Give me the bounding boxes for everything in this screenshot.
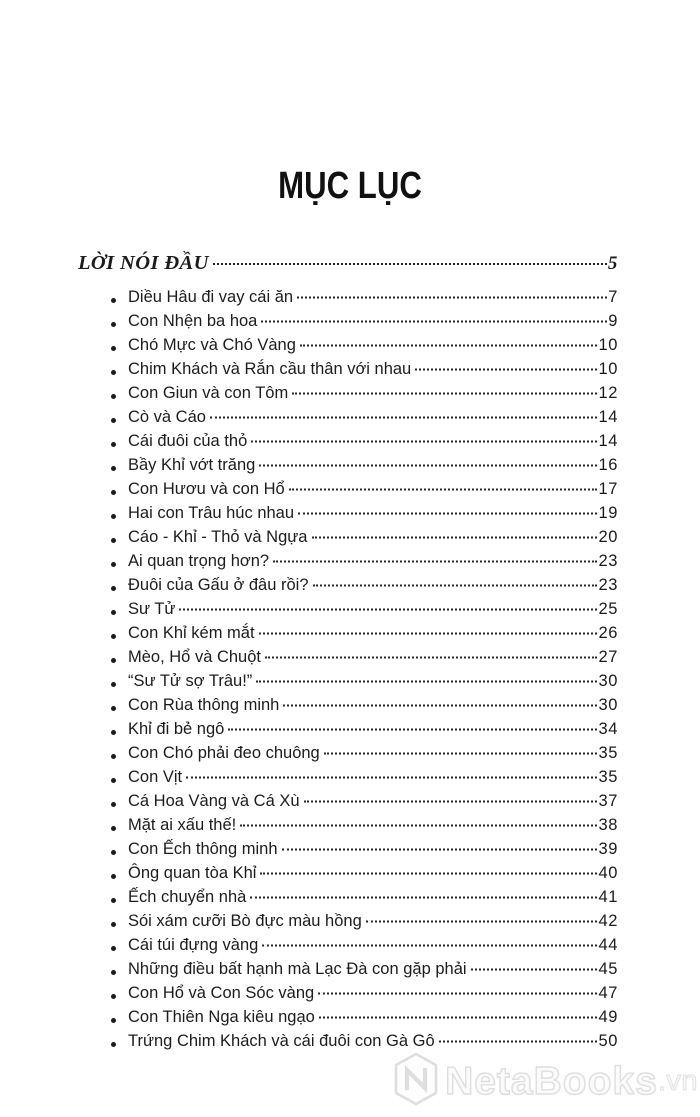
bullet-icon — [111, 778, 116, 783]
entry-page-number: 26 — [598, 624, 618, 642]
toc-entry-row — [78, 936, 618, 960]
entry-label: Con Khỉ kém mắt — [128, 624, 255, 642]
toc-entry-row — [78, 456, 618, 480]
entry-page-number: 40 — [598, 864, 618, 882]
entry-label: Khỉ đi bẻ ngô — [128, 720, 225, 738]
bullet-icon — [111, 1042, 116, 1047]
entry-page-number: 35 — [598, 744, 618, 762]
entry-page-number: 25 — [598, 600, 618, 618]
entry-page-number: 10 — [598, 360, 618, 378]
dotted-leader — [259, 633, 598, 635]
toc-entry-row — [78, 792, 618, 816]
bullet-icon — [111, 490, 116, 495]
bullet-icon — [111, 418, 116, 423]
toc-entry-row — [78, 480, 618, 504]
dotted-leader — [210, 417, 597, 419]
bullet-icon — [111, 610, 116, 615]
entry-page-number: 19 — [598, 504, 618, 522]
entry-label: Cá Hoa Vàng và Cá Xù — [128, 792, 300, 810]
toc-entry-row — [78, 888, 618, 912]
bullet-icon — [111, 898, 116, 903]
entry-page-number: 7 — [608, 288, 618, 306]
toc-entry-row — [78, 864, 618, 888]
entry-page-number: 23 — [598, 576, 618, 594]
bullet-icon — [111, 994, 116, 999]
entry-page-number: 27 — [598, 648, 618, 666]
bullet-icon — [111, 730, 116, 735]
toc-entry-row — [78, 840, 618, 864]
bullet-icon — [111, 370, 116, 375]
entry-label: Con Thiên Nga kiêu ngạo — [128, 1008, 315, 1026]
bullet-icon — [111, 514, 116, 519]
dotted-leader — [240, 825, 597, 827]
bullet-icon — [111, 850, 116, 855]
entry-label: Sói xám cưỡi Bò đực màu hồng — [128, 912, 362, 930]
bullet-icon — [111, 394, 116, 399]
dotted-leader — [265, 657, 597, 659]
bullet-icon — [111, 562, 116, 567]
dotted-leader — [251, 441, 597, 443]
entry-page-number: 34 — [598, 720, 618, 738]
page-title: MỤC LỤC — [278, 165, 422, 207]
bullet-icon — [111, 970, 116, 975]
dotted-leader — [260, 873, 597, 875]
entry-page-number: 10 — [598, 336, 618, 354]
dotted-leader — [318, 993, 597, 995]
toc-entry-row — [78, 600, 618, 624]
entry-page-number: 47 — [598, 984, 618, 1002]
toc-entry-row — [78, 288, 618, 312]
toc-entry-row — [78, 360, 618, 384]
toc-entry-row — [78, 336, 618, 360]
toc-entry-row — [78, 1008, 618, 1032]
dotted-leader — [261, 321, 607, 323]
entry-page-number: 44 — [598, 936, 618, 954]
toc-entry-row — [78, 576, 618, 600]
toc-entry-row — [78, 672, 618, 696]
entry-page-number: 20 — [598, 528, 618, 546]
bullet-icon — [111, 538, 116, 543]
toc-entry-row — [78, 816, 618, 840]
entry-label: Con Vịt — [128, 768, 183, 786]
entry-page-number: 50 — [598, 1032, 618, 1050]
toc-entry-row — [78, 984, 618, 1008]
entry-page-number: 42 — [598, 912, 618, 930]
entry-page-number: 14 — [598, 432, 618, 450]
dotted-leader — [304, 801, 598, 803]
entry-label: Bầy Khỉ vớt trăng — [128, 456, 256, 474]
dotted-leader — [289, 489, 598, 491]
bullet-icon — [111, 706, 116, 711]
dotted-leader — [297, 297, 607, 299]
toc-entry-row — [78, 696, 618, 720]
bullet-icon — [111, 346, 116, 351]
entry-label: Con Nhện ba hoa — [128, 312, 258, 330]
toc-entry-row — [78, 960, 618, 984]
dotted-leader — [179, 609, 597, 611]
entry-label: Con Hổ và Con Sóc vàng — [128, 984, 315, 1002]
entry-label: Diều Hâu đi vay cái ăn — [128, 288, 294, 306]
bullet-icon — [111, 634, 116, 639]
bullet-icon — [111, 658, 116, 663]
entry-page-number: 30 — [598, 672, 618, 690]
toc-list — [78, 252, 618, 1056]
toc-entry-row — [78, 552, 618, 576]
dotted-leader — [439, 1041, 598, 1043]
dotted-leader — [213, 263, 607, 265]
entry-page-number: 23 — [598, 552, 618, 570]
entry-label: “Sư Tử sợ Trâu!” — [128, 672, 253, 690]
netabooks-logo-icon — [393, 1052, 439, 1111]
toc-entry-row — [78, 432, 618, 456]
dotted-leader — [366, 921, 598, 923]
dotted-leader — [256, 681, 597, 683]
entry-label: Cái đuôi của thỏ — [128, 432, 248, 450]
entry-page-number: 41 — [598, 888, 618, 906]
toc-entry-row — [78, 312, 618, 336]
dotted-leader — [319, 1017, 598, 1019]
dotted-leader — [262, 945, 597, 947]
dotted-leader — [324, 753, 598, 755]
entry-page-number: 12 — [598, 384, 618, 402]
entry-page-number: 49 — [598, 1008, 618, 1026]
entry-label: Hai con Trâu húc nhau — [128, 504, 295, 522]
entry-label: Con Giun và con Tôm — [128, 384, 289, 402]
bullet-icon — [111, 466, 116, 471]
entry-page-number: 38 — [598, 816, 618, 834]
dotted-leader — [313, 585, 598, 587]
entry-label: Con Ếch thông minh — [128, 840, 278, 858]
netabooks-watermark — [393, 1052, 698, 1111]
entry-label: Mặt ai xấu thế! — [128, 816, 237, 834]
preface-label: LỜI NÓI ĐẦU — [78, 252, 209, 274]
dotted-leader — [298, 513, 597, 515]
bullet-icon — [111, 946, 116, 951]
entry-label: Cò và Cáo — [128, 408, 206, 426]
bullet-icon — [111, 442, 116, 447]
entry-page-number: 45 — [598, 960, 618, 978]
entry-label: Ai quan trọng hơn? — [128, 552, 270, 570]
toc-entry-row — [78, 408, 618, 432]
entry-label: Những điều bất hạnh mà Lạc Đà con gặp phải — [128, 960, 467, 978]
entry-label: Con Rùa thông minh — [128, 696, 280, 714]
bullet-icon — [111, 754, 116, 759]
toc-preface-row — [78, 252, 618, 282]
entry-label: Chó Mực và Chó Vàng — [128, 336, 296, 354]
entry-label: Cái túi đựng vàng — [128, 936, 259, 954]
toc-entry-row — [78, 768, 618, 792]
entry-label: Mèo, Hổ và Chuột — [128, 648, 261, 666]
entry-label: Con Chó phải đeo chuông — [128, 744, 320, 762]
entry-page-number: 39 — [598, 840, 618, 858]
dotted-leader — [283, 705, 597, 707]
dotted-leader — [228, 729, 597, 731]
toc-entry-row — [78, 912, 618, 936]
entry-label: Sư Tử — [128, 600, 176, 618]
entry-label: Ếch chuyển nhà — [128, 888, 247, 906]
bullet-icon — [111, 1018, 116, 1023]
preface-page-number: 5 — [607, 253, 618, 274]
bullet-icon — [111, 682, 116, 687]
dotted-leader — [300, 345, 598, 347]
bullet-icon — [111, 322, 116, 327]
dotted-leader — [250, 897, 597, 899]
entry-label: Trứng Chim Khách và cái đuôi con Gà Gô — [128, 1032, 435, 1050]
entry-label: Cáo - Khỉ - Thỏ và Ngựa — [128, 528, 308, 546]
toc-entry-row — [78, 528, 618, 552]
bullet-icon — [111, 922, 116, 927]
entry-page-number: 35 — [598, 768, 618, 786]
toc-entry-row — [78, 624, 618, 648]
dotted-leader — [273, 561, 597, 563]
dotted-leader — [292, 393, 597, 395]
entry-page-number: 30 — [598, 696, 618, 714]
watermark-suffix-text: .vn — [657, 1065, 698, 1097]
toc-entry-row — [78, 720, 618, 744]
bullet-icon — [111, 298, 116, 303]
toc-entries — [78, 288, 618, 1056]
bullet-icon — [111, 802, 116, 807]
entry-page-number: 16 — [598, 456, 618, 474]
toc-entry-row — [78, 504, 618, 528]
entry-page-number: 14 — [598, 408, 618, 426]
bullet-icon — [111, 826, 116, 831]
dotted-leader — [471, 969, 598, 971]
entry-page-number: 9 — [608, 312, 618, 330]
toc-entry-row — [78, 384, 618, 408]
entry-label: Ông quan tòa Khỉ — [128, 864, 257, 882]
entry-page-number: 37 — [598, 792, 618, 810]
dotted-leader — [415, 369, 597, 371]
entry-label: Chim Khách và Rắn cầu thân với nhau — [128, 360, 412, 378]
toc-entry-row — [78, 744, 618, 768]
entry-label: Con Hươu và con Hổ — [128, 480, 285, 498]
dotted-leader — [186, 777, 597, 779]
dotted-leader — [259, 465, 597, 467]
watermark-brand-text: NetaBooks — [445, 1059, 658, 1103]
dotted-leader — [282, 849, 598, 851]
dotted-leader — [312, 537, 598, 539]
entry-page-number: 17 — [598, 480, 618, 498]
bullet-icon — [111, 586, 116, 591]
entry-label: Đuôi của Gấu ở đâu rồi? — [128, 576, 309, 594]
bullet-icon — [111, 874, 116, 879]
toc-entry-row — [78, 648, 618, 672]
